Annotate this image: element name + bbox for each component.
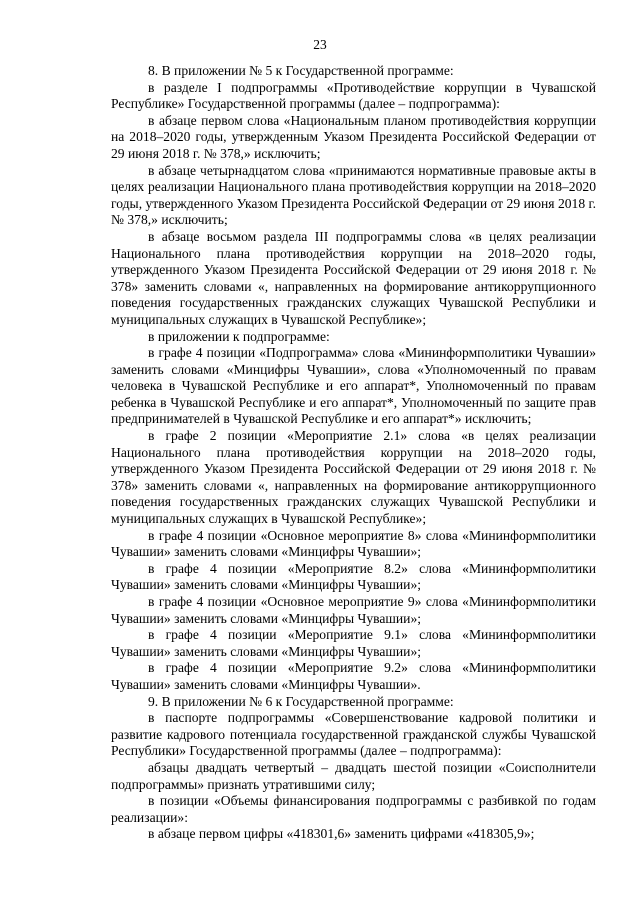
paragraph-co-executors: абзацы двадцать четвертый – двадцать шестой позиции «Соисполнители подпрограммы» признать утратившими силу; [111, 759, 596, 792]
paragraph-section-3: в абзаце восьмом раздела III подпрограммы слова «в целях реализации Национального плана противодействия коррупции на 2018–2020 годы, утвержденного Указом Президента Российской Федерации от 29 июня 2018 г. № 378» заменить словами «, направленных на формирование антикоррупционного поведения государственных гражданских служащих Чувашской Республики и муниципальных служащих в Чувашской Республике»; [111, 228, 596, 327]
paragraph-subprogram-position: в графе 4 позиции «Подпрограмма» слова «Мининформполитики Чувашии» заменить словами «Минцифры Чувашии», слова «Уполномоченный по правам человека в Чувашской Республике и его аппарат*, Уполномоченный по правам ребенка в Чувашской Республике и его аппарат*, Уполномоченный по защите прав предпринимателей в Чувашской Республике и его аппарат*» исключить; [111, 345, 596, 427]
paragraph-fourteenth-abzac: в абзаце четырнадцатом слова «принимаются нормативные правовые акты в целях реализации Национального плана противодействия коррупции на 2018–2020 годы, утвержденного Указом Президента Российской Федерации от 29 июня 2018 г. № 378,» исключить; [111, 162, 596, 228]
paragraph-section-1: в разделе I подпрограммы «Противодействие коррупции в Чувашской Республике» Государственной программы (далее – подпрограмма): [111, 79, 596, 112]
paragraph-measure-9-2: в графе 4 позиции «Мероприятие 9.2» слова «Мининформполитики Чувашии» заменить словами «Минцифры Чувашии». [111, 660, 596, 692]
paragraph-item-8-heading: 8. В приложении № 5 к Государственной программе: [148, 63, 454, 78]
paragraph-item-9-heading: 9. В приложении № 6 к Государственной программе: [148, 693, 454, 709]
paragraph-appendix-intro: в приложении к подпрограмме: [148, 328, 330, 344]
document-body [111, 63, 596, 843]
paragraph-first-abzac: в абзаце первом слова «Национальным планом противодействия коррупции на 2018–2020 годы, утвержденным Указом Президента Российской Федерации от 29 июня 2018 г. № 378,» исключить; [111, 112, 596, 161]
paragraph-measure-9-1: в графе 4 позиции «Мероприятие 9.1» слова «Мининформполитики Чувашии» заменить словами «Минцифры Чувашии»; [111, 627, 596, 659]
paragraph-main-measure-9: в графе 4 позиции «Основное мероприятие 9» слова «Мининформполитики Чувашии» заменить словами «Минцифры Чувашии»; [111, 594, 596, 626]
paragraph-figures-replace: в абзаце первом цифры «418301,6» заменить цифрами «418305,9»; [148, 826, 535, 842]
paragraph-measure-8-2: в графе 4 позиции «Мероприятие 8.2» слова «Мининформполитики Чувашии» заменить словами «Минцифры Чувашии»; [111, 560, 596, 593]
paragraph-measure-2-1: в графе 2 позиции «Мероприятие 2.1» слова «в целях реализации Национального плана противодействия коррупции на 2018–2020 годы, утвержденного Указом Президента Российской Федерации от 29 июня 2018 г. № 378» заменить словами «, направленных на формирование антикоррупционного поведения государственных гражданских служащих Чувашской Республики и муниципальных служащих в Чувашской Республике»; [111, 428, 596, 527]
paragraph-main-measure-8: в графе 4 позиции «Основное мероприятие 8» слова «Мининформполитики Чувашии» заменить словами «Минцифры Чувашии»; [111, 527, 596, 560]
page-number: 23 [313, 37, 327, 52]
paragraph-passport: в паспорте подпрограммы «Совершенствование кадровой политики и развитие кадрового потенциала государственной гражданской службы Чувашской Республики» Государственной программы (далее – подпрограмма): [111, 710, 596, 759]
paragraph-financing-position: в позиции «Объемы финансирования подпрограммы с разбивкой по годам реализации»: [111, 793, 596, 825]
